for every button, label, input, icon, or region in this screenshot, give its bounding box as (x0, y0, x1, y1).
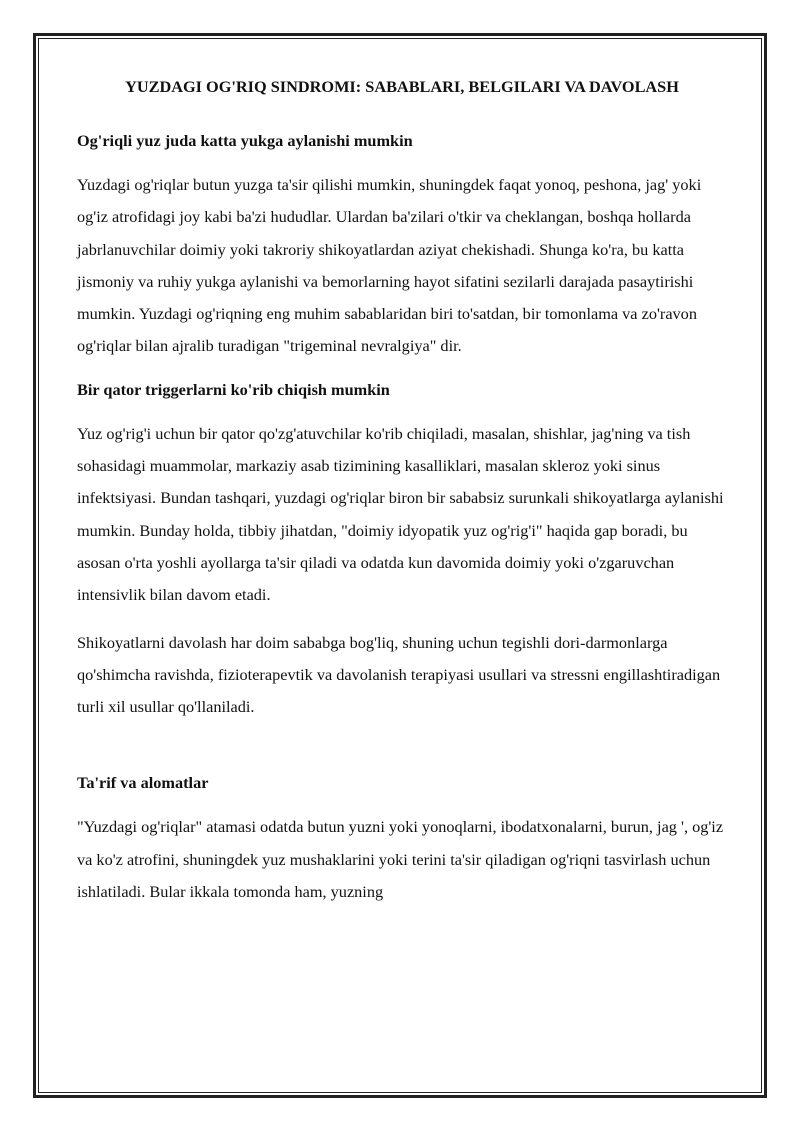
document-body (77, 74, 727, 908)
section-heading-2: Bir qator triggerlarni ko'rib chiqish mumkin (77, 379, 390, 399)
section-heading-3: Ta'rif va alomatlar (77, 773, 209, 793)
section-2-paragraph-1: Yuz og'rig'i uchun bir qator qo'zg'atuvchilar ko'rib chiqiladi, masalan, shishlar, jag'ning va tish sohasidagi muammolar, markaziy asab tizimining kasalliklari, masalan skleroz yoki sinus infektsiyasi. Bundan tashqari, yuzdagi og'riqlar biron bir sababsiz surunkali shikoyatlarga aylanishi mumkin. Bunday holda, tibbiy jihatdan, "doimiy idyopatik yuz og'rig'i" haqida gap boradi, bu asosan o'rta yoshli ayollarga ta'sir qiladi va odatda kun davomida doimiy yoki o'zgaruvchan intensivlik bilan davom etadi. (77, 423, 724, 605)
section-heading-1: Og'riqli yuz juda katta yukga aylanishi mumkin (77, 131, 413, 150)
section-3-paragraph-1: "Yuzdagi og'riqlar" atamasi odatda butun yuzni yoki yonoqlarni, ibodatxonalarni, burun, jag ', og'iz va ko'z atrofini, shuningdek yuz mushaklarini yoki terini ta'sir qiladigan og'riqni tasvirlash uchun ishlatiladi. Bular ikkala tomonda ham, yuzning (77, 817, 724, 902)
document-title: YUZDAGI OG'RIQ SINDROMI: SABABLARI, BELGILARI VA DAVOLASH (125, 77, 679, 96)
section-1-paragraph-1: Yuzdagi og'riqlar butun yuzga ta'sir qilishi mumkin, shuningdek faqat yonoq, peshona, jag' yoki og'iz atrofidagi joy kabi ba'zi hududlar. Ulardan ba'zilari o'tkir va cheklangan, boshqa hollarda jabrlanuvchilar doimiy yoki takroriy shikoyatlardan aziyat chekishadi. Shunga ko'ra, bu katta jismoniy va ruhiy yukga aylanishi va bemorlarning hayot sifatini sezilarli darajada pasaytirishi mumkin. Yuzdagi og'riqning eng muhim sabablaridan biri to'satdan, bir tomonlama va zo'ravon og'riqlar bilan ajralib turadigan "trigeminal nevralgiya" dir. (77, 175, 702, 356)
section-2-paragraph-2: Shikoyatlarni davolash har doim sababga bog'liq, shuning uchun tegishli dori-darmonlarga qo'shimcha ravishda, fizioterapevtik va davolanish terapiyasi usullari va stressni engillashtiradigan turli xil usullar qo'llaniladi. (77, 632, 721, 717)
